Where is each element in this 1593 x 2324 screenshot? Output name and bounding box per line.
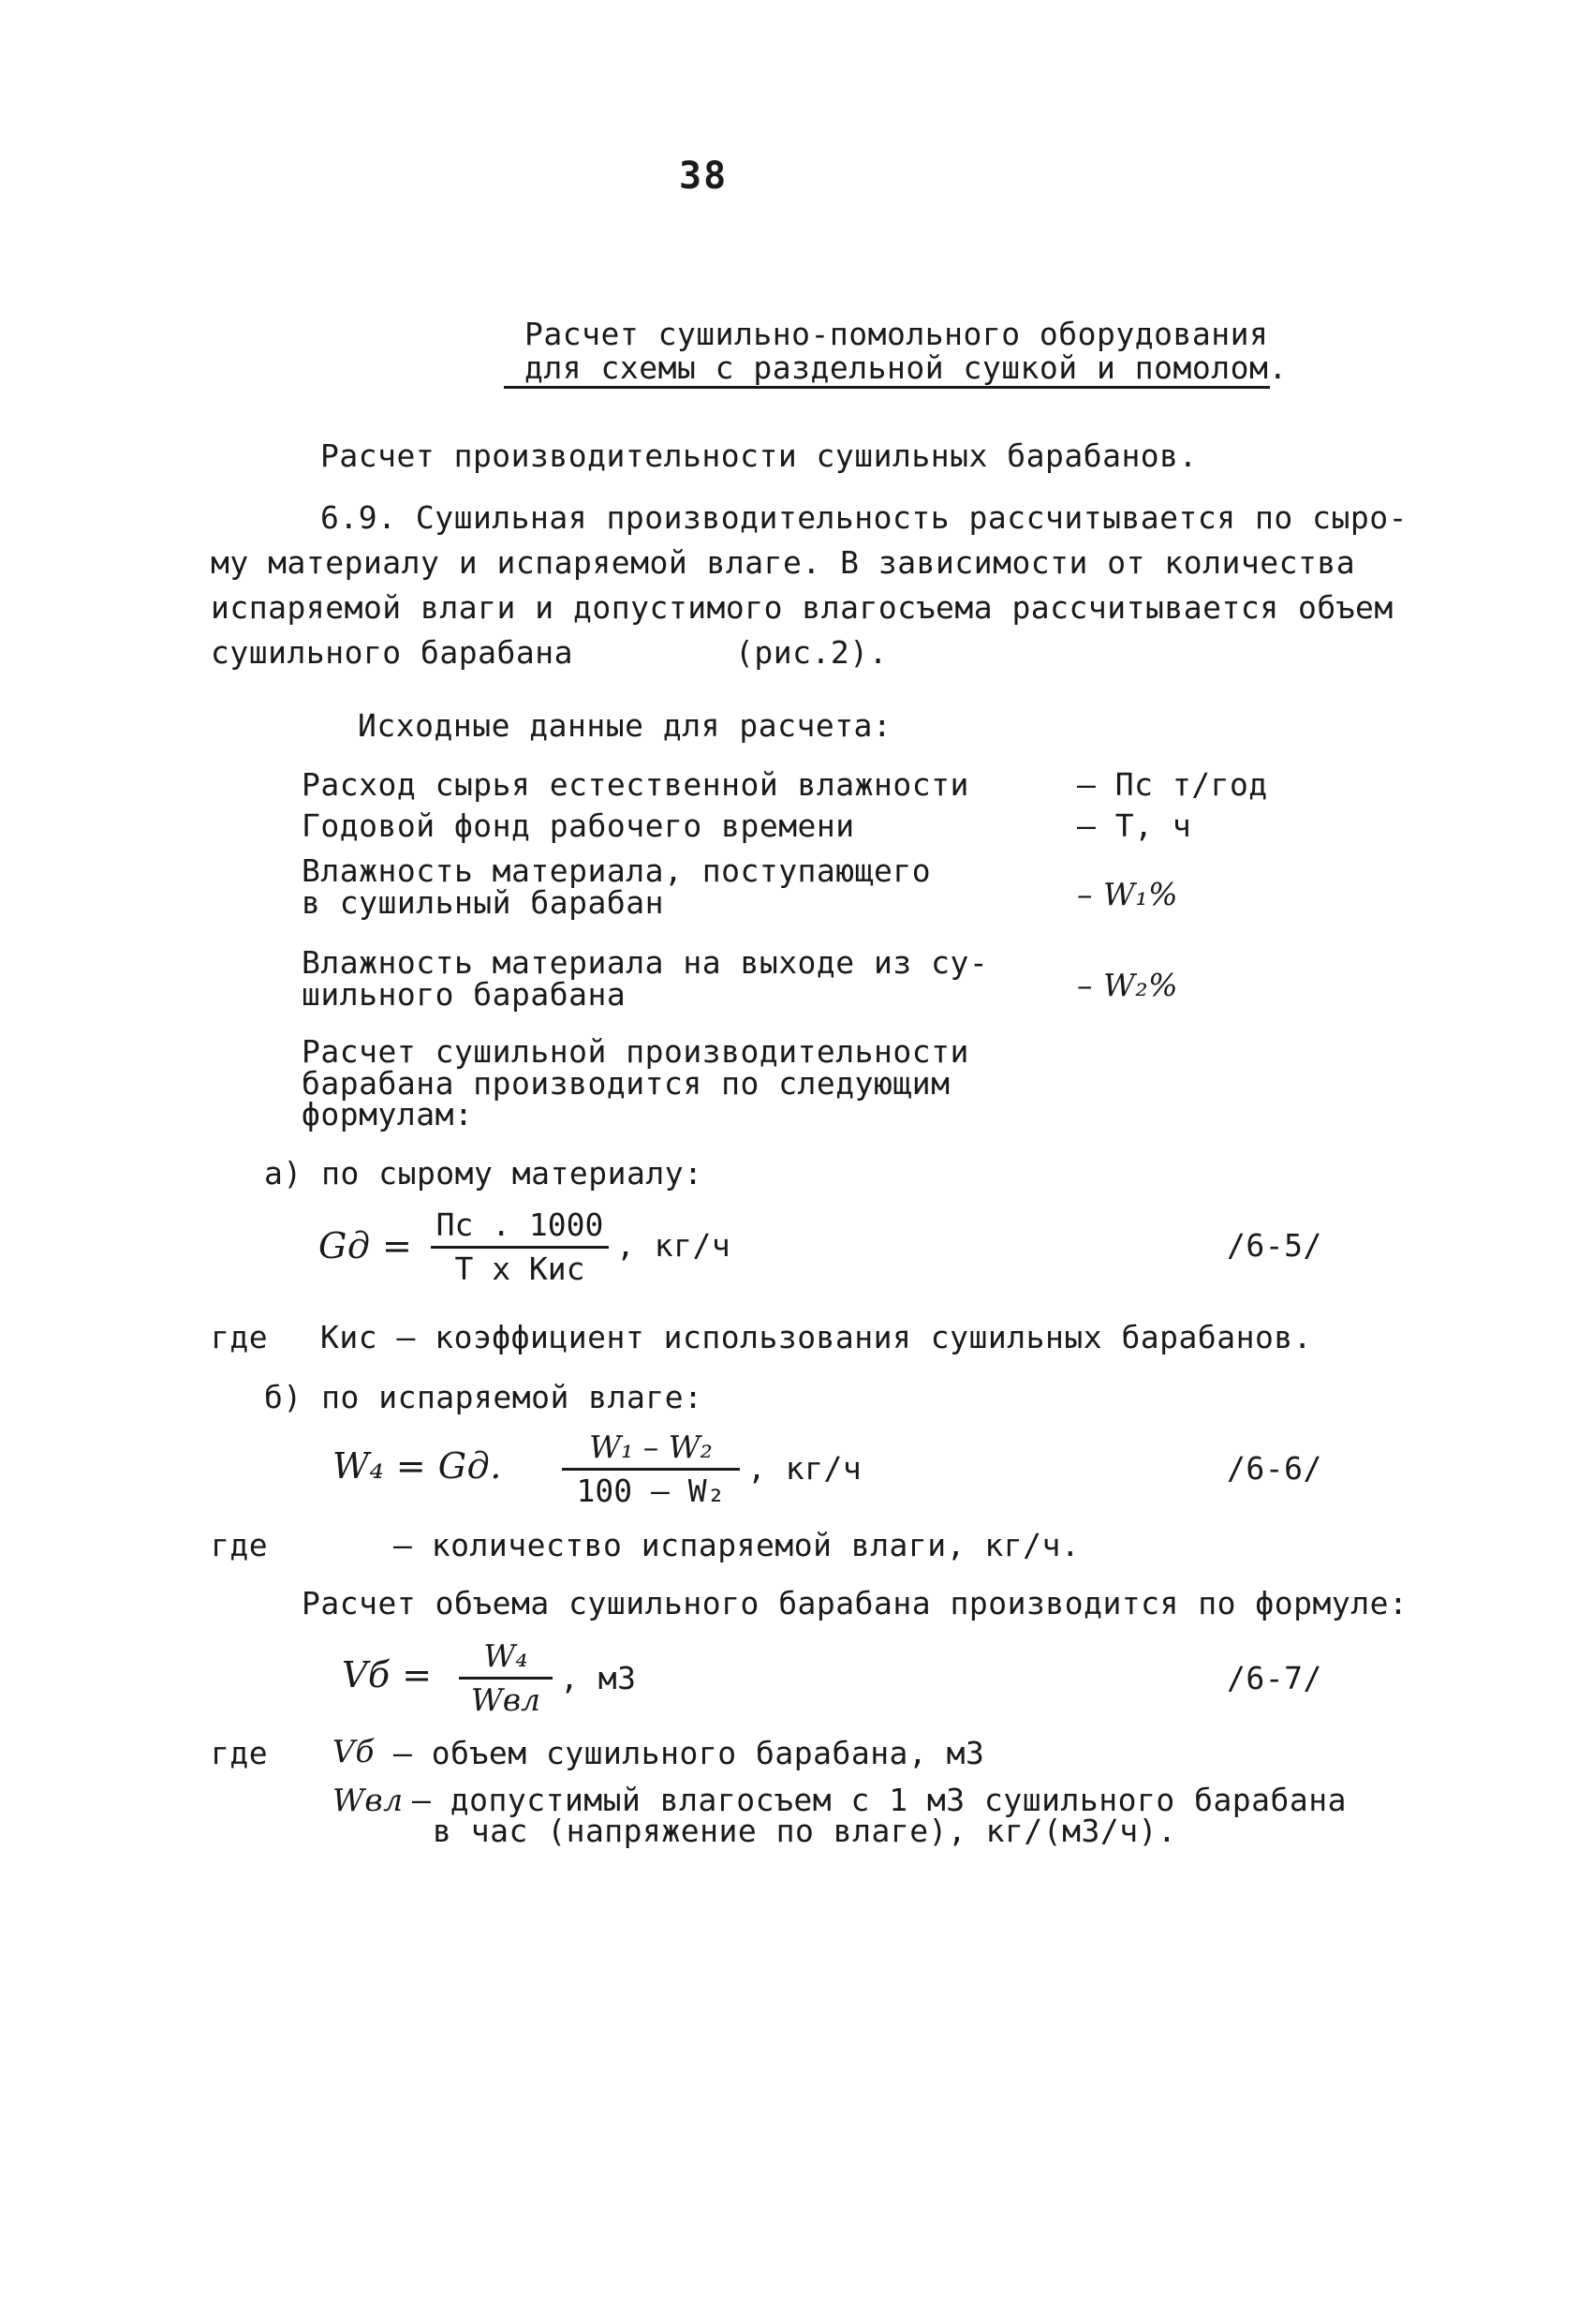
paragraph-line: 6.9. Сушильная производительность рассчитывается по сыро- bbox=[320, 499, 1408, 536]
paragraph-line: сушильного барабана bbox=[211, 634, 573, 671]
input-symbol: – W₁% bbox=[1077, 876, 1178, 912]
formula-lhs: Gд = bbox=[318, 1225, 413, 1266]
fraction-bar bbox=[459, 1677, 553, 1680]
formula-number: /6-5/ bbox=[1227, 1227, 1322, 1264]
formula-unit: , м3 bbox=[560, 1660, 637, 1696]
figure-reference: (рис.2). bbox=[735, 634, 888, 671]
formula-denominator: Т x Кис bbox=[454, 1251, 585, 1287]
formula-lhs: W₄ = Gд. bbox=[332, 1445, 502, 1487]
page-number: 38 bbox=[679, 155, 729, 198]
input-label: шильного барабана bbox=[302, 976, 627, 1013]
where-label: где bbox=[211, 1527, 269, 1563]
where-text: – количество испаряемой влаги, кг/ч. bbox=[393, 1527, 1081, 1563]
calc-intro-line: формулам: bbox=[302, 1096, 474, 1132]
input-label: Влажность материала на выходе из су- bbox=[302, 944, 989, 981]
where-text: – допустимый влагосъем с 1 м3 сушильного барабана bbox=[412, 1782, 1348, 1818]
formula-denominator: Wвл bbox=[470, 1681, 541, 1718]
input-symbol: – Пс т/год bbox=[1077, 766, 1268, 803]
subheading: Расчет производительности сушильных барабанов. bbox=[320, 437, 1198, 474]
paragraph-line: му материалу и испаряемой влаге. В зависимости от количества bbox=[211, 544, 1356, 581]
formula-fraction bbox=[431, 1206, 609, 1288]
paragraph-line: испаряемой влаги и допустимого влагосъема рассчитывается объем bbox=[211, 589, 1394, 626]
formula-numerator: W₄ bbox=[483, 1637, 528, 1674]
section-subtitle: для схемы с раздельной сушкой и помолом. bbox=[524, 349, 1288, 386]
formula-fraction bbox=[459, 1637, 553, 1719]
where-label: где bbox=[211, 1319, 269, 1355]
fraction-bar bbox=[562, 1468, 740, 1471]
fraction-bar bbox=[431, 1246, 609, 1249]
item-b: б) по испаряемой влаге: bbox=[264, 1379, 703, 1415]
title-underline bbox=[504, 386, 1270, 389]
formula-unit: , кг/ч bbox=[616, 1227, 731, 1264]
formula-unit: , кг/ч bbox=[747, 1450, 863, 1487]
input-label: Годовой фонд рабочего времени bbox=[302, 807, 855, 844]
formula-fraction bbox=[562, 1428, 740, 1510]
formula-denominator: 100 – W₂ bbox=[576, 1473, 726, 1509]
where-text: Кис – коэффициент использования сушильных барабанов. bbox=[320, 1319, 1313, 1355]
section-title: Расчет сушильно-помольного оборудования bbox=[524, 316, 1269, 352]
formula-numerator: Пс . 1000 bbox=[435, 1206, 604, 1243]
where-label: где bbox=[211, 1735, 269, 1771]
calc-intro-line: Расчет сушильной производительности bbox=[302, 1033, 969, 1070]
formula-number: /6-7/ bbox=[1227, 1660, 1322, 1696]
calc-intro-line: барабана производится по следующим bbox=[302, 1065, 951, 1102]
formula-number: /6-6/ bbox=[1227, 1450, 1322, 1487]
input-label: Влажность материала, поступающего bbox=[302, 852, 932, 889]
input-symbol: – Т, ч bbox=[1077, 807, 1192, 844]
formula-lhs: Vб = bbox=[342, 1654, 433, 1695]
input-symbol: – W₂% bbox=[1077, 967, 1178, 1003]
formula-numerator: W₁ – W₂ bbox=[589, 1428, 713, 1465]
where-text: – объем сушильного барабана, м3 bbox=[393, 1735, 985, 1771]
input-heading: Исходные данные для расчета: bbox=[358, 707, 892, 744]
where-symbol: Vб bbox=[332, 1733, 375, 1769]
item-a: а) по сырому материалу: bbox=[264, 1155, 703, 1192]
volume-intro: Расчет объема сушильного барабана производится по формуле: bbox=[302, 1585, 1409, 1621]
input-label: в сушильный барабан bbox=[302, 884, 664, 921]
input-label: Расход сырья естественной влажности bbox=[302, 766, 969, 803]
where-text: в час (напряжение по влаге), кг/(м3/ч). bbox=[433, 1813, 1177, 1849]
where-symbol: Wвл bbox=[332, 1782, 404, 1818]
